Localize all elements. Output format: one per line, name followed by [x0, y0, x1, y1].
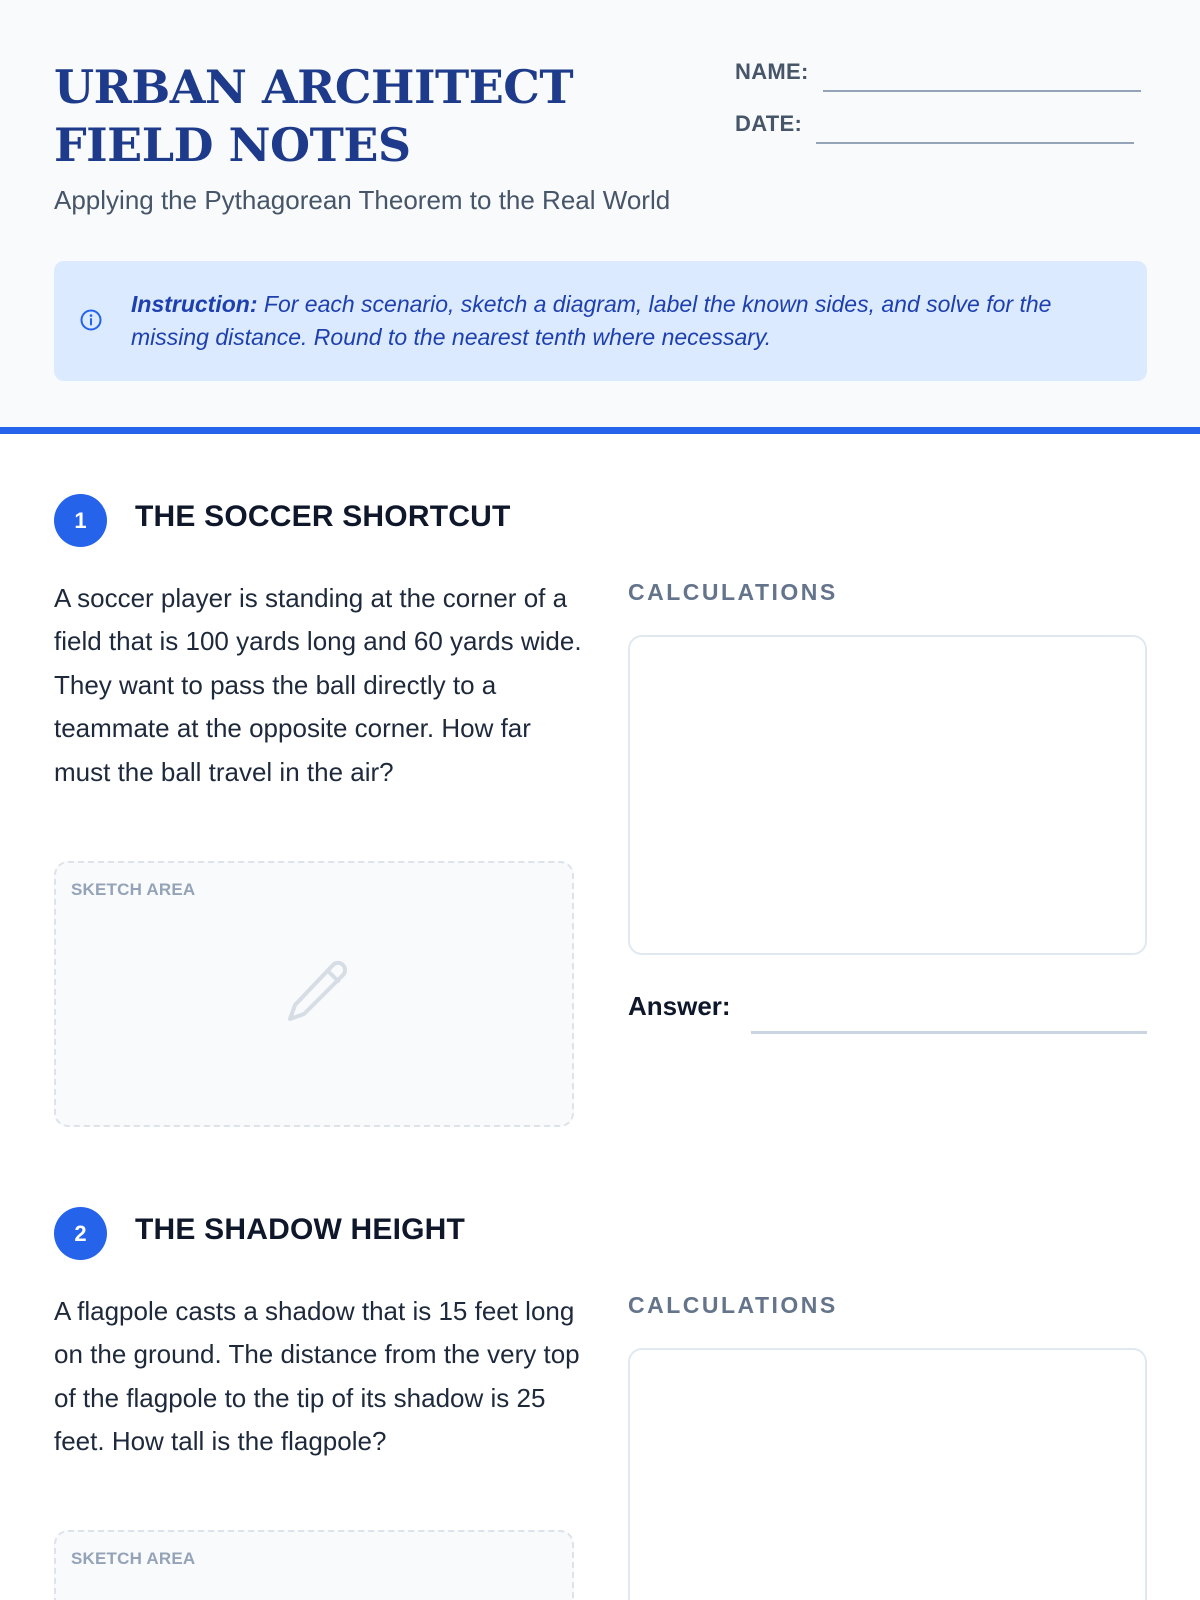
answer-input-line[interactable]: [751, 1031, 1147, 1034]
sketch-area[interactable]: [54, 861, 574, 1127]
sketch-area-label: SKETCH AREA: [71, 880, 196, 899]
problem-text: A flagpole casts a shadow that is 15 feet long on the ground. The distance from the very top of the flagpole to the tip of its shadow is 25 feet. How tall is the flagpole?: [54, 1296, 580, 1457]
problem-title: THE SHADOW HEIGHT: [135, 1213, 466, 1246]
answer-label: Answer:: [628, 991, 731, 1021]
page-title: URBAN ARCHITECT FIELD NOTES: [54, 60, 574, 172]
info-icon: [79, 308, 103, 332]
sketch-area[interactable]: [54, 1530, 574, 1600]
worksheet-header: [0, 0, 1200, 434]
date-input-line[interactable]: [816, 142, 1134, 144]
name-label: NAME:: [735, 59, 809, 84]
date-label: DATE:: [735, 111, 803, 136]
instruction-text: [131, 288, 1131, 354]
calculations-label: CALCULATIONS: [628, 579, 838, 605]
name-field[interactable]: [735, 58, 1141, 86]
problem-title: THE SOCCER SHORTCUT: [135, 500, 511, 533]
problem-text: A soccer player is standing at the corner of a field that is 100 yards long and 60 yards wide. They want to pass the ball directly to a teammate at the opposite corner. How far must the ball travel in the air?: [54, 583, 582, 787]
sketch-area-label: SKETCH AREA: [71, 1549, 196, 1568]
calculations-label: CALCULATIONS: [628, 1292, 838, 1318]
problem-number-badge: 1: [54, 494, 107, 547]
calculations-box[interactable]: [628, 1348, 1147, 1600]
instruction-label: Instruction:: [131, 291, 258, 317]
calculations-box[interactable]: [628, 635, 1147, 955]
pencil-icon: [276, 955, 356, 1035]
date-field[interactable]: [735, 110, 1134, 138]
instruction-callout: [54, 261, 1147, 381]
name-input-line[interactable]: [823, 90, 1141, 92]
instruction-body: For each scenario, sketch a diagram, label the known sides, and solve for the missing distance. Round to the nearest tenth where necessary.: [131, 291, 1052, 350]
problem-number-badge: 2: [54, 1207, 107, 1260]
page-subtitle: Applying the Pythagorean Theorem to the Real World: [54, 185, 671, 215]
